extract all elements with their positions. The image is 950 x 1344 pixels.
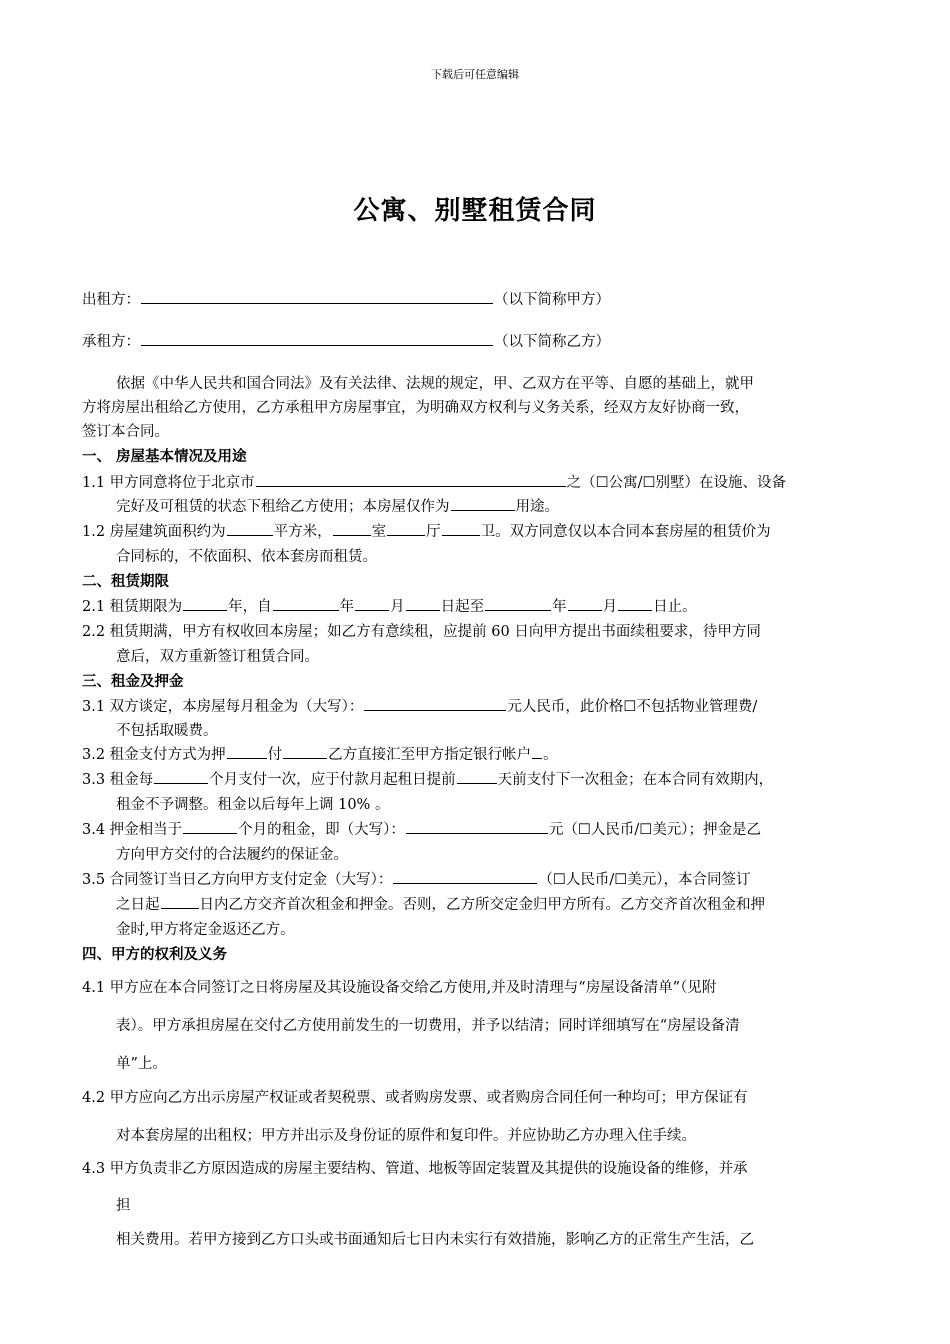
clause-3-3-cont: 租金不予调整。租金以后每年上调 10% 。	[116, 797, 390, 813]
deposit-amount-blank[interactable]	[406, 819, 548, 834]
clause-2-1-text-a: 2.1 租赁期限为	[82, 599, 183, 615]
clause-3-4-text-b: 个月的租金，即（大写）：	[238, 822, 405, 838]
start-month-blank[interactable]	[355, 596, 389, 611]
clause-4-1-cont: 表）。甲方承担房屋在交付乙方使用前发生的一切费用，并予以结清；同时详细填写在“房屋设备清	[116, 1018, 740, 1034]
clause-3-1-cont: 不包括取暖费。	[116, 723, 218, 739]
clause-3-5-cont-2: 金时,甲方将定金返还乙方。	[116, 922, 295, 938]
end-year-blank[interactable]	[485, 596, 551, 611]
settle-days-blank[interactable]	[161, 894, 199, 909]
clause-1-2-text-e: 卫。双方同意仅以本合同本套房屋的租赁价为	[480, 524, 771, 540]
clause-4-1-cont-2: 单”上。	[116, 1056, 167, 1072]
clause-3-4	[82, 818, 761, 839]
clause-3-3-text-a: 3.3 租金每	[82, 772, 154, 788]
section-3-heading: 三、租金及押金	[82, 673, 184, 690]
intro-line-2: 方将房屋出租给乙方使用，乙方承租甲方房屋事宜，为明确双方权利与义务关系，经双方友好协商一致，	[82, 400, 749, 416]
clause-3-2	[82, 743, 558, 764]
end-day-blank[interactable]	[618, 596, 652, 611]
start-day-blank[interactable]	[406, 596, 440, 611]
clause-3-5-text-b: （☐人民币/☐美元），本合同签订	[538, 872, 751, 888]
party-a-label: 出租方：	[82, 292, 140, 308]
rooms-blank[interactable]	[333, 521, 371, 536]
clause-3-2-text-d: 。	[543, 747, 558, 763]
clause-2-1-text-h: 日止。	[653, 599, 697, 615]
earnest-amount-blank[interactable]	[393, 869, 537, 884]
section-1-heading: 一、 房屋基本情况及用途	[82, 448, 247, 465]
bank-account-blank[interactable]	[532, 744, 542, 759]
start-year-blank[interactable]	[273, 596, 339, 611]
clause-3-2-text-b: 付	[267, 747, 283, 763]
clause-3-1-text-a: 3.1 双方谈定，本房屋每月租金为（大写）：	[82, 699, 364, 715]
baths-blank[interactable]	[442, 521, 480, 536]
pay-months-blank[interactable]	[283, 744, 327, 759]
deposit-equiv-blank[interactable]	[183, 819, 237, 834]
clause-2-1-text-c: 年	[339, 599, 355, 615]
clause-1-2-text-b: 平方米，	[273, 524, 332, 540]
clause-1-1-text-d: 用途。	[515, 499, 559, 515]
page-header: 下载后可任意编辑	[431, 68, 519, 81]
clause-3-3-text-b: 个月支付一次，应于付款月起租日提前	[209, 772, 456, 788]
clause-4-2: 4.2 甲方应向乙方出示房屋产权证或者契税票、或者购房发票、或者购房合同任何一种均可；甲方保证有	[82, 1090, 748, 1106]
clause-1-1-text-a: 1.1 甲方同意将位于北京市	[82, 475, 255, 491]
clause-1-2-text-a: 1.2 房屋建筑面积约为	[82, 524, 226, 540]
clause-4-3-cont-2: 相关费用。若甲方接到乙方口头或书面通知后七日内未实行有效措施，影响乙方的正常生产生活，乙	[116, 1232, 754, 1248]
party-a-suffix: （以下简称甲方）	[494, 292, 610, 308]
clause-3-5-cont	[116, 893, 765, 914]
rent-amount-blank[interactable]	[364, 696, 506, 711]
term-years-blank[interactable]	[183, 596, 227, 611]
clause-4-3-cont: 担	[116, 1198, 131, 1214]
clause-1-1-text-b: 之（☐公寓/☐别墅）在设施、设备	[566, 475, 787, 491]
pay-interval-blank[interactable]	[154, 769, 208, 784]
clause-2-2-cont: 意后，双方重新签订租赁合同。	[116, 649, 319, 665]
section-4-heading: 四、甲方的权利及义务	[82, 946, 227, 963]
clause-3-2-text-a: 3.2 租金支付方式为押	[82, 747, 226, 763]
clause-2-1	[82, 595, 697, 616]
clause-1-2	[82, 520, 771, 541]
address-blank[interactable]	[256, 472, 566, 487]
clause-1-1	[82, 471, 786, 492]
party-a-blank[interactable]	[141, 289, 493, 304]
deposit-months-blank[interactable]	[227, 744, 267, 759]
clause-3-1-text-b: 元人民币，此价格☐不包括物业管理费/	[507, 699, 758, 715]
party-b-suffix: （以下简称乙方）	[494, 334, 610, 350]
clause-2-2: 2.2 租赁期满，甲方有权收回本房屋；如乙方有意续租，应提前 60 日向甲方提出书面续租要求，待甲方同	[82, 624, 761, 640]
clause-3-4-cont: 方向甲方交付的合法履约的保证金。	[116, 847, 348, 863]
clause-3-4-text-c: 元（☐人民币/☐美元）；押金是乙	[548, 822, 762, 838]
clause-3-2-text-c: 乙方直接汇至甲方指定银行帐户	[328, 747, 532, 763]
clause-3-4-text-a: 3.4 押金相当于	[82, 822, 183, 838]
clause-2-1-text-f: 年	[552, 599, 567, 615]
clause-1-2-cont: 合同标的，不依面积、依本套房而租赁。	[116, 549, 377, 565]
clause-3-5-text-c: 之日起	[116, 897, 160, 913]
clause-2-1-text-d: 月	[390, 599, 405, 615]
clause-2-1-text-b: 年，自	[228, 599, 272, 615]
clause-1-1-text-c: 完好及可租赁的状态下租给乙方使用；本房屋仅作为	[116, 499, 450, 515]
advance-days-blank[interactable]	[457, 769, 497, 784]
clause-1-2-text-c: 室	[371, 524, 387, 540]
clause-4-1: 4.1 甲方应在本合同签订之日将房屋及其设施设备交给乙方使用,并及时清理与“房屋设备清单”（见附	[82, 980, 717, 996]
area-blank[interactable]	[227, 521, 273, 536]
clause-2-1-text-e: 日起至	[440, 599, 485, 615]
document-title: 公寓、别墅租赁合同	[353, 196, 597, 226]
clause-3-5-text-d: 日内乙方交齐首次租金和押金。否则，乙方所交定金归甲方所有。乙方交齐首次租金和押	[199, 897, 765, 913]
clause-3-1	[82, 695, 757, 716]
clause-3-3-text-c: 天前支付下一次租金；在本合同有效期内，	[497, 772, 774, 788]
clause-2-1-text-g: 月	[602, 599, 618, 615]
end-month-blank[interactable]	[568, 596, 602, 611]
clause-1-1-cont	[116, 495, 559, 516]
clause-4-3: 4.3 甲方负责非乙方原因造成的房屋主要结构、管道、地板等固定装置及其提供的设施设备的维修，并承	[82, 1161, 748, 1177]
clause-4-2-cont: 对本套房屋的出租权；甲方并出示及身份证的原件和复印件。并应协助乙方办理入住手续。	[116, 1128, 696, 1144]
clause-3-3	[82, 768, 773, 789]
intro-line-3: 签订本合同。	[82, 424, 169, 440]
party-a-line	[82, 288, 610, 309]
intro-line-1: 依据《中华人民共和国合同法》及有关法律、法规的规定，甲、乙双方在平等、自愿的基础上，就甲	[116, 376, 754, 392]
clause-1-2-text-d: 厅	[426, 524, 441, 540]
section-2-heading: 二、租赁期限	[82, 573, 169, 590]
halls-blank[interactable]	[387, 521, 425, 536]
party-b-blank[interactable]	[141, 331, 493, 346]
usage-blank[interactable]	[451, 496, 515, 511]
party-b-label: 承租方：	[82, 334, 140, 350]
party-b-line	[82, 330, 610, 351]
clause-3-5	[82, 868, 751, 889]
clause-3-5-text-a: 3.5 合同签订当日乙方向甲方支付定金（大写）：	[82, 872, 393, 888]
